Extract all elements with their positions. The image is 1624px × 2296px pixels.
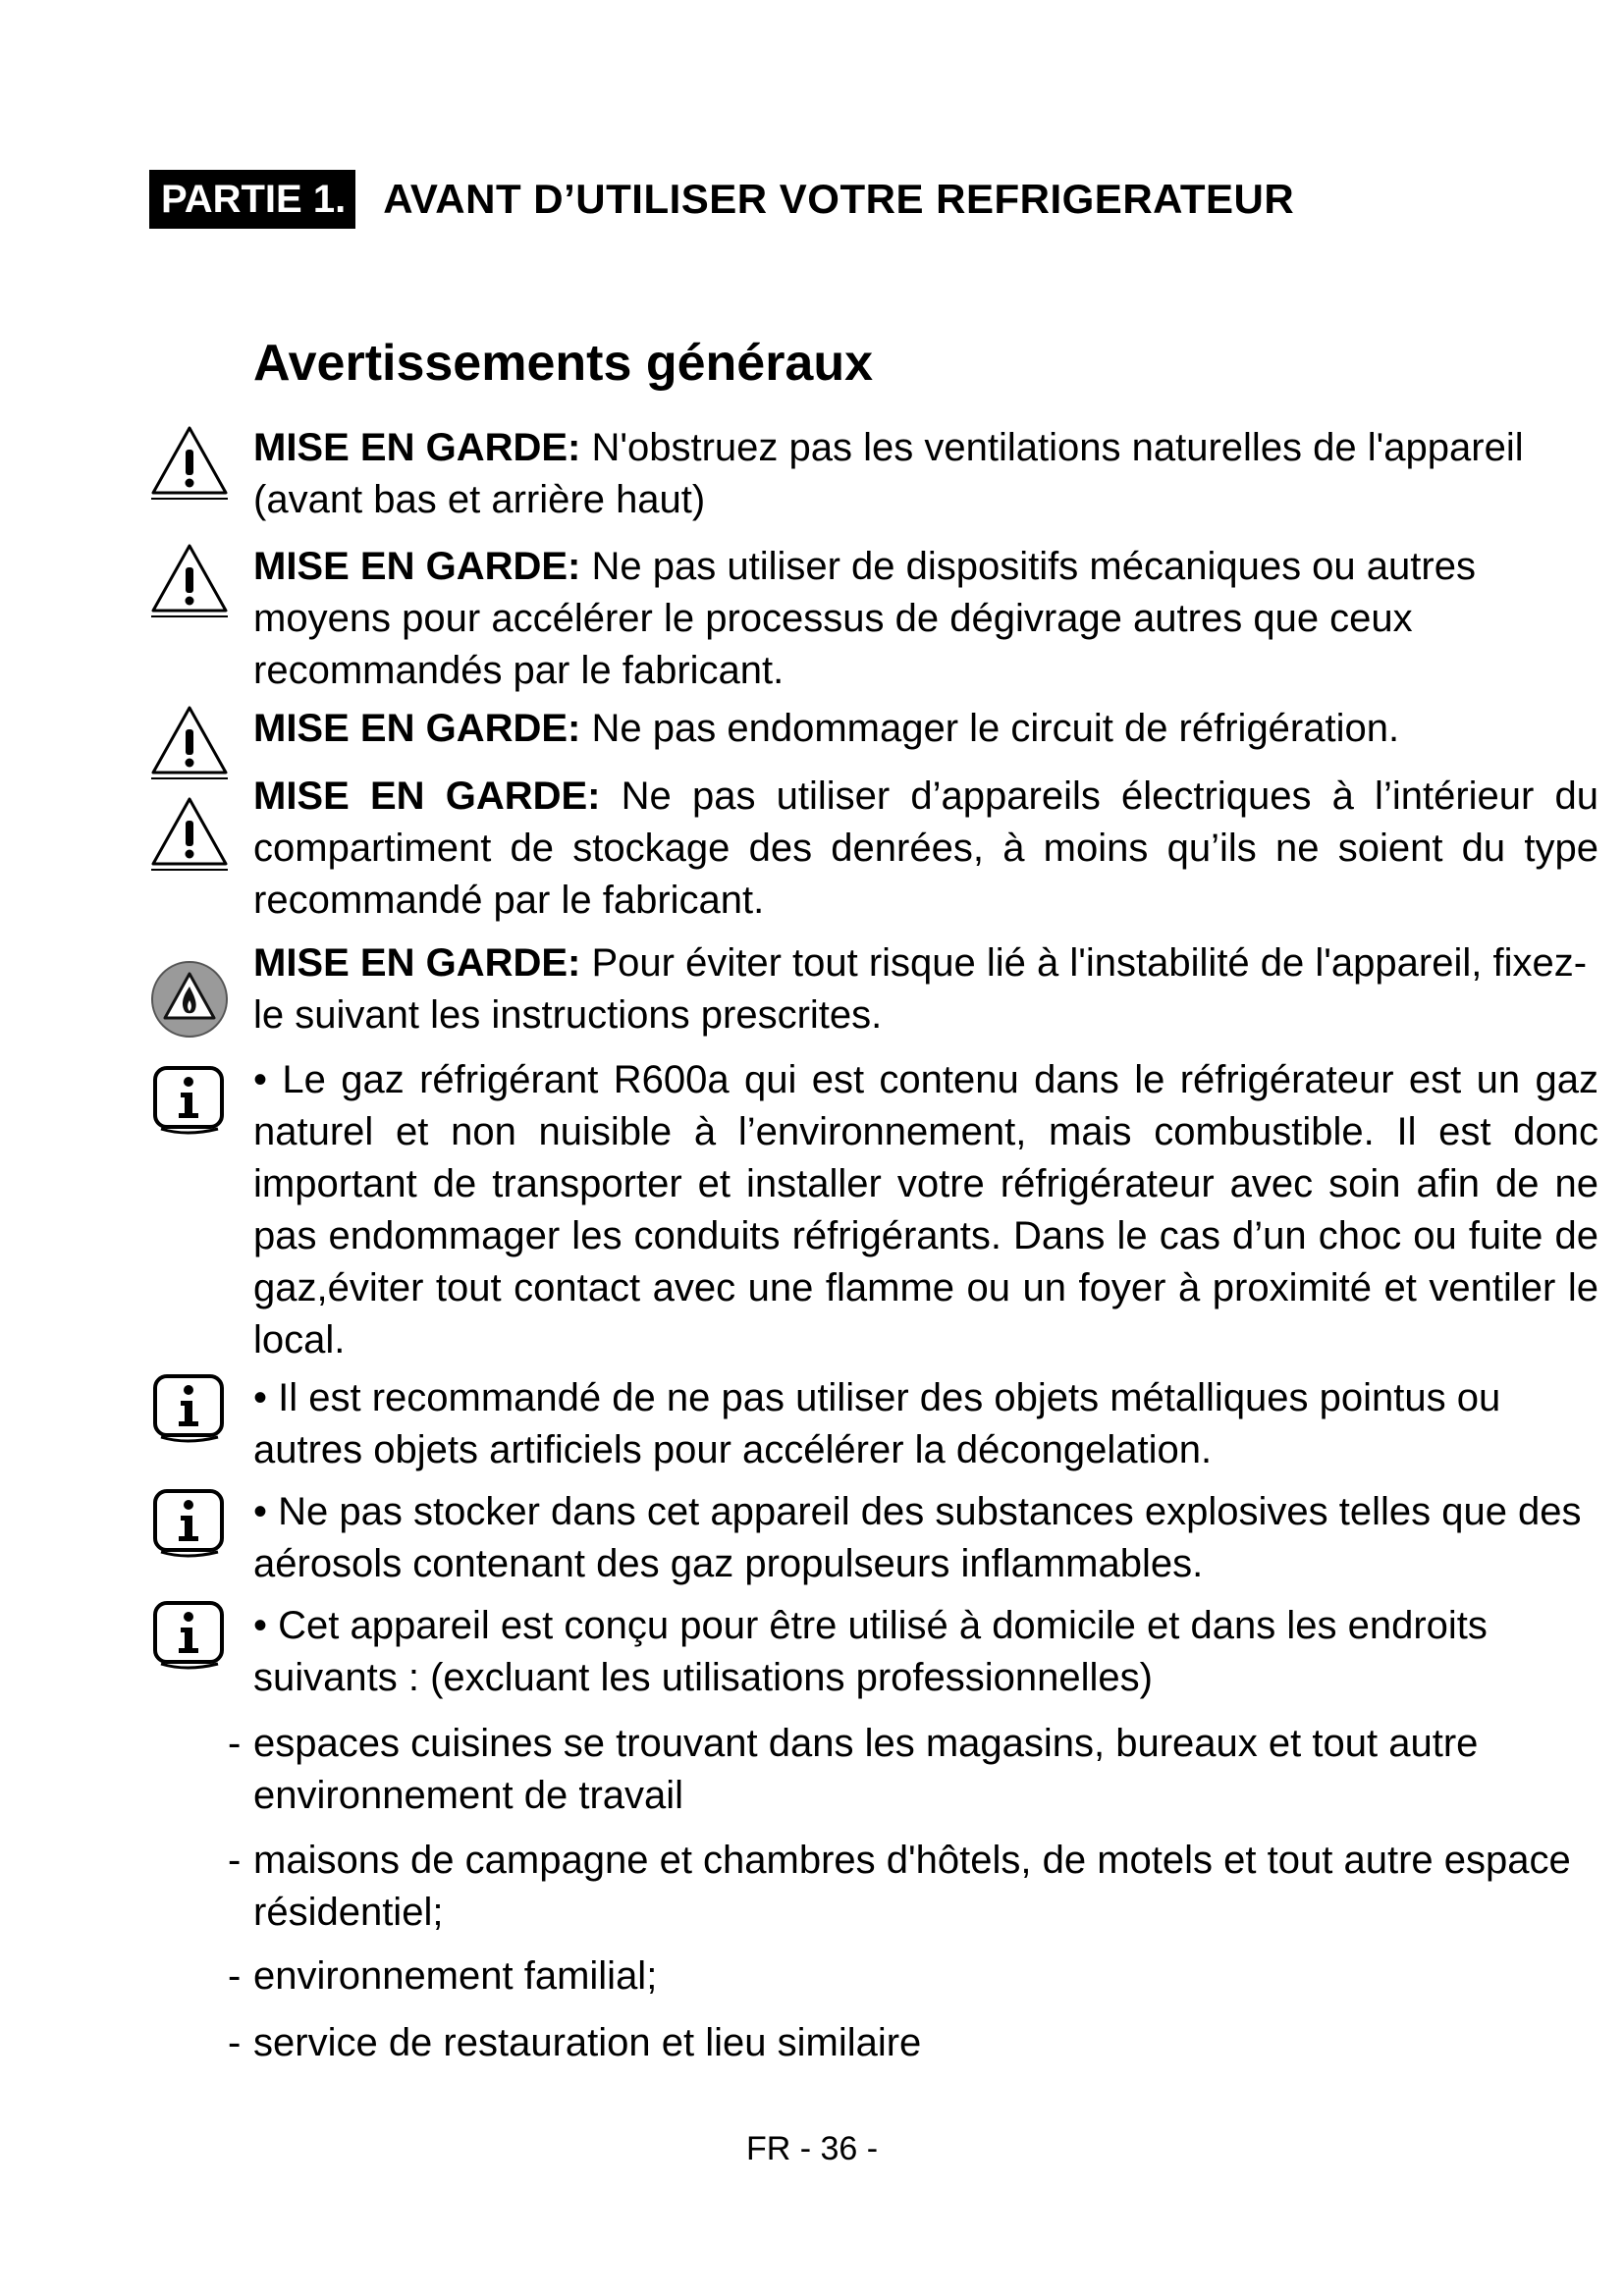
page-number: FR - 36 -: [745, 2130, 879, 2167]
warning-1: [253, 422, 1598, 526]
info-icon: [147, 1481, 232, 1566]
part-title: AVANT D’UTILISER VOTRE REFRIGERATEUR: [383, 176, 1295, 222]
warning-label: MISE EN GARDE:: [253, 426, 581, 469]
part-badge: PARTIE 1.: [149, 170, 355, 229]
list-item-text: service de restauration et lieu similaire: [253, 2021, 922, 2064]
warning-text: Ne pas utiliser de dispositifs mécaniques ou autres moyens pour accélérer le processus de dégivrage autres que ceux recommandés par le fabricant.: [253, 545, 1476, 692]
warning-text: N'obstruez pas les ventilations naturelles de l'appareil (avant bas et arrière haut): [253, 426, 1524, 521]
list-item-text: environnement familial;: [253, 1954, 658, 1998]
list-item: - maisons de campagne et chambres d'hôtels, de motels et tout autre espace résidentiel;: [228, 1835, 1583, 1939]
info-icon: [147, 1366, 232, 1451]
info-text: • Cet appareil est conçu pour être utilisé à domicile et dans les endroits suivants : (excluant les utilisations professionnelles): [253, 1604, 1488, 1699]
section-title: Avertissements généraux: [253, 335, 874, 392]
info-icon: [147, 1593, 232, 1678]
info-3: [253, 1486, 1598, 1590]
warning-3: [253, 703, 1598, 755]
list-item-text: maisons de campagne et chambres d'hôtels, de motels et tout autre espace résidentiel;: [253, 1839, 1571, 1934]
warning-triangle-icon: [147, 538, 232, 622]
list-item: - environnement familial;: [228, 1950, 1583, 2002]
warning-text: Pour éviter tout risque lié à l'instabilité de l'appareil, fixez-le suivant les instructions prescrites.: [253, 941, 1588, 1037]
warning-triangle-icon: [147, 791, 232, 876]
warning-label: MISE EN GARDE:: [253, 774, 601, 818]
info-text: • Ne pas stocker dans cet appareil des substances explosives telles que des aérosols contenant des gaz propulseurs inflammables.: [253, 1490, 1582, 1585]
list-item-text: espaces cuisines se trouvant dans les magasins, bureaux et tout autre environnement de travail: [253, 1722, 1479, 1817]
info-2: [253, 1372, 1598, 1476]
warning-label: MISE EN GARDE:: [253, 545, 581, 588]
warning-label: MISE EN GARDE:: [253, 941, 581, 985]
info-icon: [147, 1058, 232, 1143]
warning-5: [253, 937, 1598, 1041]
warning-4: [253, 771, 1598, 927]
info-4: [253, 1600, 1598, 1704]
info-text: • Il est recommandé de ne pas utiliser des objets métalliques pointus ou autres objets artificiels pour accélérer la décongelation.: [253, 1376, 1501, 1471]
warning-2: [253, 541, 1598, 697]
warning-triangle-icon: [147, 700, 232, 784]
info-text: • Le gaz réfrigérant R600a qui est contenu dans le réfrigérateur est un gaz naturel et non nuisible à l’environnement, mais combustible. Il est donc important de transporter et installer votre réfrigérateur avec soin afin de ne pas endommager les conduits réfrigérants. Dans le cas d’un choc ou fuite de gaz,éviter tout contact avec une flamme ou un foyer à proximité et ventiler le local.: [253, 1058, 1598, 1362]
flammable-warning-icon: [147, 957, 232, 1041]
warning-triangle-icon: [147, 420, 232, 505]
warning-label: MISE EN GARDE:: [253, 707, 581, 750]
info-1: [253, 1054, 1598, 1366]
part-header: [149, 169, 1294, 230]
warning-text: Ne pas endommager le circuit de réfrigération.: [591, 707, 1400, 750]
list-item: - service de restauration et lieu similaire: [228, 2017, 1583, 2069]
list-item: - espaces cuisines se trouvant dans les magasins, bureaux et tout autre environnement de travail: [228, 1718, 1583, 1822]
warning-text: Ne pas utiliser d’appareils électriques à l’intérieur du compartiment de stockage des denrées, à moins qu’ils ne soient du type recommandé par le fabricant.: [253, 774, 1599, 922]
